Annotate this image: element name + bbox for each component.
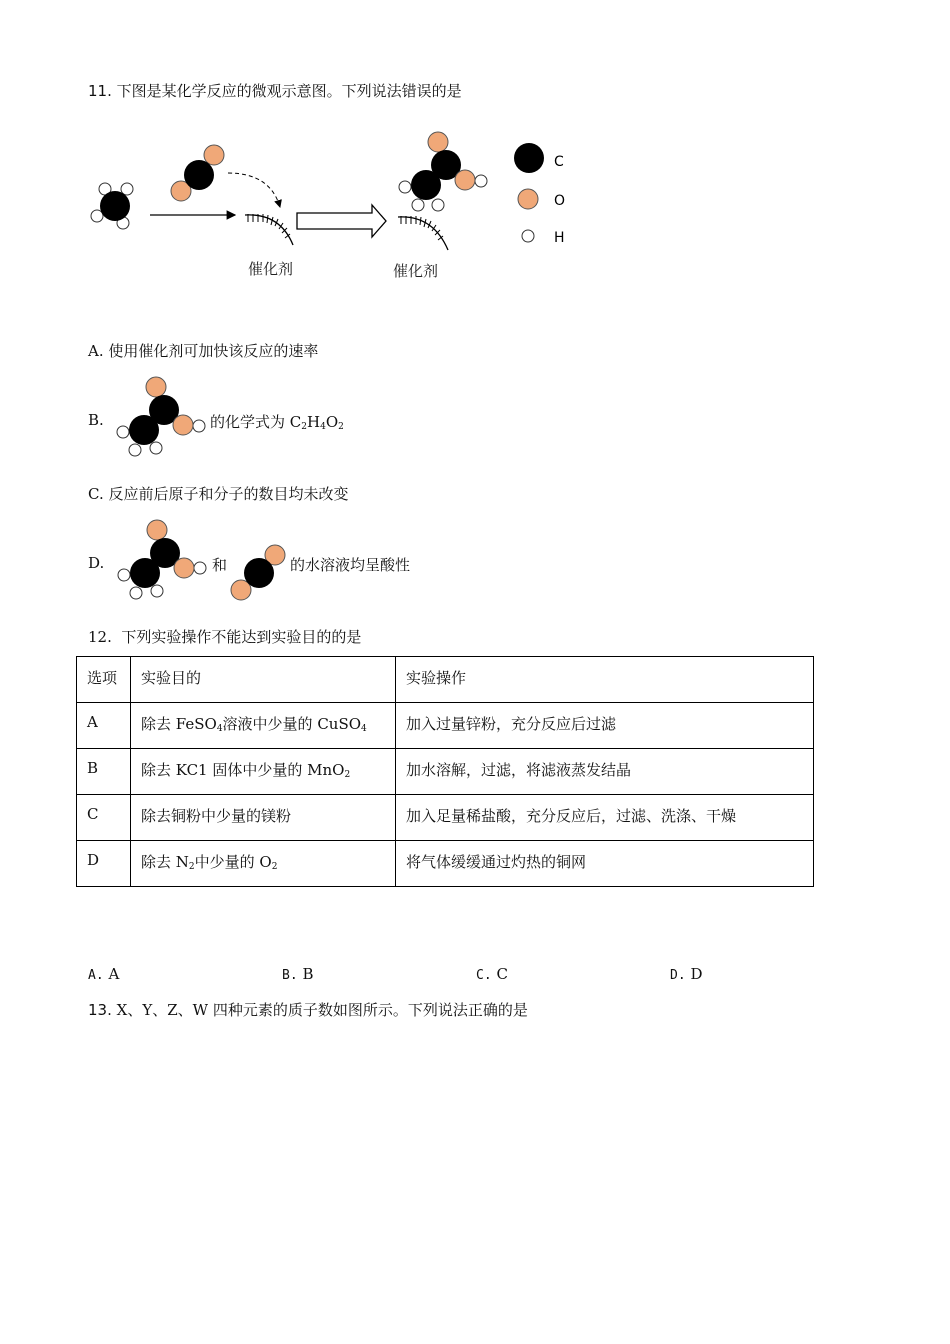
option-a-text: 使用催化剂可加快该反应的速率 xyxy=(108,342,319,360)
answer-c-letter: C. xyxy=(476,968,492,983)
option-b-h: H xyxy=(306,413,321,431)
row-purpose xyxy=(131,795,396,841)
answer-d-value: D xyxy=(690,965,703,983)
catalyst-label-1: 催化剂 xyxy=(248,260,294,278)
answer-choice-b[interactable] xyxy=(282,965,313,983)
table-row xyxy=(77,703,814,749)
row-operation: 加入过量锌粉，充分反应后过滤 xyxy=(396,703,814,749)
answer-b-value: B xyxy=(302,965,314,983)
option-d-label: D. xyxy=(88,554,105,572)
legend-carbon-icon xyxy=(514,143,544,173)
reaction-diagram xyxy=(80,125,600,290)
row-option: B xyxy=(77,749,131,795)
methanol-molecule-left xyxy=(91,183,133,229)
purpose-b: 中少量的 O xyxy=(194,853,272,871)
acetic-acid-molecule-product xyxy=(399,132,487,211)
row-purpose xyxy=(131,749,396,795)
legend-o-label: O xyxy=(554,193,566,209)
q12-stem-text: 下列实验操作不能达到实验目的的是 xyxy=(121,628,362,646)
option-b-molecule xyxy=(110,375,210,460)
sub-o: 2 xyxy=(338,422,344,432)
row-operation: 将气体缓缓通过灼热的铜网 xyxy=(396,841,814,887)
answer-c-value: C xyxy=(496,965,508,983)
option-b-text-pre: 的化学式为 C xyxy=(210,413,302,431)
option-c-label: C. xyxy=(88,485,104,503)
row-purpose xyxy=(131,703,396,749)
row-option: C xyxy=(77,795,131,841)
option-c-text: 反应前后原子和分子的数目均未改变 xyxy=(108,485,349,503)
sub-c: 2 xyxy=(301,422,307,432)
legend-h-label: H xyxy=(554,230,565,246)
answer-b-letter: B. xyxy=(282,968,298,983)
purpose-sub-a: 4 xyxy=(216,724,223,734)
table-row xyxy=(77,749,814,795)
row-operation: 加水溶解，过滤，将滤液蒸发结晶 xyxy=(396,749,814,795)
q12-number: 12. xyxy=(88,628,112,646)
q13-stem xyxy=(88,999,528,1020)
q11-option-d-label-wrap xyxy=(88,554,104,572)
q11-option-c xyxy=(88,483,349,504)
purpose-a: 除去 KC1 固体中少量的 MnO xyxy=(141,761,345,779)
header-purpose: 实验目的 xyxy=(131,657,396,703)
purpose-a: 除去铜粉中少量的镁粉 xyxy=(141,807,292,825)
answer-choice-d[interactable] xyxy=(670,965,702,983)
purpose-sub-a: 2 xyxy=(344,770,351,780)
answer-a-value: A xyxy=(108,965,120,983)
answer-choice-c[interactable] xyxy=(476,965,508,983)
catalyst-surface-2 xyxy=(398,216,448,250)
table-row xyxy=(77,841,814,887)
q11-stem-text: 下图是某化学反应的微观示意图。下列说法错误的是 xyxy=(116,82,462,100)
legend-oxygen-icon xyxy=(518,189,538,209)
legend xyxy=(514,143,565,246)
option-b-o: O xyxy=(325,413,339,431)
row-option: A xyxy=(77,703,131,749)
purpose-sub-b: 4 xyxy=(361,724,367,734)
answer-choice-a[interactable] xyxy=(88,965,119,983)
q13-number: 13. xyxy=(88,1001,112,1019)
option-d-molecule-co2 xyxy=(226,540,290,606)
option-b-label: B. xyxy=(88,411,104,429)
option-b-text xyxy=(210,411,344,432)
answer-d-letter: D. xyxy=(670,968,686,983)
catalyst-label-2: 催化剂 xyxy=(393,262,439,280)
dashed-arrow xyxy=(228,173,280,207)
q11-number: 11. xyxy=(88,82,112,100)
row-purpose xyxy=(131,841,396,887)
option-d-conj: 和 xyxy=(212,556,228,574)
purpose-a: 除去 FeSO xyxy=(141,715,217,733)
legend-c-label: C xyxy=(554,154,564,170)
q11-stem xyxy=(88,80,462,101)
reaction-arrow-icon xyxy=(297,205,386,237)
row-option: D xyxy=(77,841,131,887)
table-header-row xyxy=(77,657,814,703)
q11-option-a xyxy=(88,340,318,361)
q11-option-b-label-wrap xyxy=(88,411,104,429)
table-row xyxy=(77,795,814,841)
experiment-table xyxy=(76,656,814,887)
header-option: 选项 xyxy=(77,657,131,703)
answer-a-letter: A. xyxy=(88,968,104,983)
purpose-sub-b: 2 xyxy=(271,862,278,872)
row-operation: 加入足量稀盐酸，充分反应后，过滤、洗涤、干燥 xyxy=(396,795,814,841)
co2-molecule-top xyxy=(171,145,224,201)
q12-stem xyxy=(88,626,361,647)
sub-h: 4 xyxy=(320,422,326,432)
purpose-b: 溶液中少量的 CuSO xyxy=(222,715,362,733)
option-d-text: 的水溶液均呈酸性 xyxy=(290,556,411,574)
purpose-a: 除去 N xyxy=(141,853,189,871)
option-a-label: A. xyxy=(88,342,104,360)
catalyst-surface-1 xyxy=(245,214,293,245)
purpose-sub-a: 2 xyxy=(188,862,195,872)
legend-hydrogen-icon xyxy=(522,230,534,242)
option-d-molecule-acetic xyxy=(110,518,210,603)
header-operation: 实验操作 xyxy=(396,657,814,703)
q13-stem-text: X、Y、Z、W 四种元素的质子数如图所示。下列说法正确的是 xyxy=(116,1001,528,1019)
